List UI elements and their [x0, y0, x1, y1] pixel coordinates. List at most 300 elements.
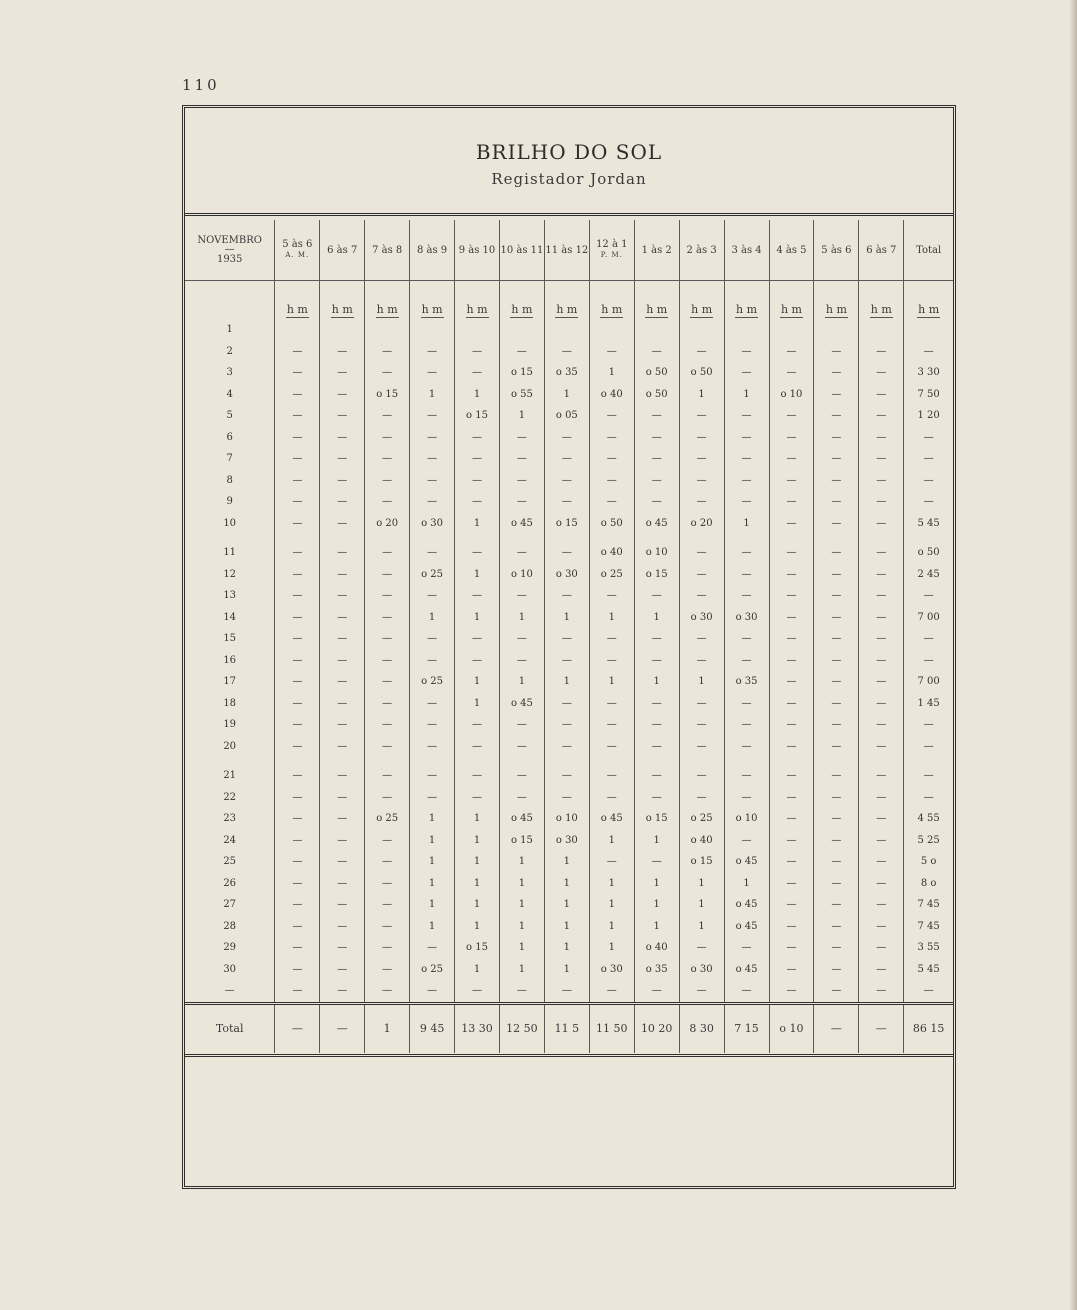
hour-value-cell: —: [769, 671, 814, 693]
gap-cell: [455, 757, 500, 765]
page-subtitle: Registador Jordan: [491, 170, 647, 188]
hour-value-cell: —: [320, 873, 365, 895]
hour-value-cell: —: [275, 765, 320, 787]
hour-value-cell: 1: [634, 830, 679, 852]
hour-value-cell: —: [859, 693, 904, 715]
hour-value-cell: —: [814, 564, 859, 586]
hour-value-cell: —: [679, 564, 724, 586]
hour-value-cell: —: [859, 384, 904, 406]
hour-value-cell: o 25: [410, 671, 455, 693]
table-row: [185, 513, 953, 535]
unit-cell: [499, 281, 544, 320]
total-value-cell: —: [275, 1003, 320, 1053]
hour-value-cell: —: [320, 916, 365, 938]
hour-value-cell: —: [275, 736, 320, 758]
hour-value-cell: —: [320, 714, 365, 736]
hour-value-cell: —: [724, 693, 769, 715]
hour-value-cell: —: [859, 873, 904, 895]
day-total-cell: —: [904, 448, 953, 470]
hour-value-cell: 1: [455, 671, 500, 693]
hour-value-cell: 1: [455, 894, 500, 916]
table-row: [185, 873, 953, 895]
hour-value-cell: 1: [410, 873, 455, 895]
hour-value-cell: —: [769, 916, 814, 938]
day-total-cell: —: [904, 427, 953, 449]
hour-value-cell: —: [365, 787, 410, 809]
hour-value-cell: —: [410, 491, 455, 513]
hour-value-cell: —: [320, 830, 365, 852]
hour-value-cell: 1: [679, 384, 724, 406]
hour-value-cell: —: [499, 628, 544, 650]
day-total-cell: [904, 319, 953, 341]
table-row: [185, 650, 953, 672]
hour-value-cell: —: [679, 980, 724, 1003]
hour-header: 7 às 8: [365, 220, 410, 281]
gap-cell: [455, 534, 500, 542]
unit-label: h m: [511, 303, 533, 316]
hour-value-cell: —: [544, 341, 589, 363]
table-row: [185, 585, 953, 607]
total-value-cell: 13 30: [455, 1003, 500, 1053]
hour-value-cell: —: [320, 851, 365, 873]
day-label: 15: [223, 633, 237, 645]
gap-cell: [589, 757, 634, 765]
page-edge: [1069, 0, 1077, 1310]
unit-cell: [589, 281, 634, 320]
gap-cell: [410, 534, 455, 542]
hour-value-cell: 1: [544, 873, 589, 895]
hour-value-cell: 1: [455, 693, 500, 715]
hour-value-cell: —: [320, 384, 365, 406]
hour-value-cell: o 55: [499, 384, 544, 406]
hour-value-cell: —: [275, 513, 320, 535]
hour-value-cell: —: [859, 830, 904, 852]
table-row: [185, 384, 953, 406]
gap-cell: [814, 757, 859, 765]
hour-value-cell: o 25: [589, 564, 634, 586]
gap-cell: [499, 757, 544, 765]
hour-value-cell: —: [679, 628, 724, 650]
hour-value-cell: —: [455, 427, 500, 449]
day-total-cell: 5 45: [904, 513, 953, 535]
hour-value-cell: o 45: [634, 513, 679, 535]
hour-value-cell: —: [634, 628, 679, 650]
hour-value-cell: —: [814, 628, 859, 650]
day-total-cell: 3 30: [904, 362, 953, 384]
hour-value-cell: o 15: [455, 405, 500, 427]
day-label: 19: [223, 719, 237, 731]
hour-value-cell: 1: [724, 873, 769, 895]
hour-value-cell: —: [544, 736, 589, 758]
hour-value-cell: —: [410, 736, 455, 758]
hour-value-cell: —: [320, 650, 365, 672]
hour-value-cell: —: [679, 714, 724, 736]
units-spacer: [185, 281, 275, 320]
hour-value-cell: —: [365, 873, 410, 895]
table-row: [185, 894, 953, 916]
hour-value-cell: —: [814, 341, 859, 363]
hour-value-cell: —: [365, 714, 410, 736]
hour-value-cell: o 45: [724, 916, 769, 938]
day-label: 1: [226, 324, 233, 336]
hour-value-cell: —: [814, 959, 859, 981]
hour-value-cell: —: [769, 808, 814, 830]
hour-value-cell: —: [365, 650, 410, 672]
hour-value-cell: —: [320, 628, 365, 650]
day-total-cell: 4 55: [904, 808, 953, 830]
day-label: 12: [223, 568, 237, 580]
hour-value-cell: 1: [455, 851, 500, 873]
table-row: [185, 319, 953, 341]
hour-value-cell: —: [859, 937, 904, 959]
page-title: BRILHO DO SOL: [475, 140, 663, 164]
day-total-cell: —: [904, 470, 953, 492]
units-row: [185, 281, 953, 320]
hour-value-cell: —: [275, 959, 320, 981]
row-gap: [185, 757, 953, 765]
hour-value-cell: —: [724, 736, 769, 758]
hour-value-cell: —: [859, 362, 904, 384]
table-row: [185, 851, 953, 873]
hour-value-cell: —: [724, 585, 769, 607]
hour-value-cell: —: [410, 470, 455, 492]
hour-header: 6 às 7: [320, 220, 365, 281]
am-label: A. M.: [285, 251, 310, 259]
hour-value-cell: —: [589, 405, 634, 427]
hour-value-cell: —: [499, 491, 544, 513]
table-row: [185, 937, 953, 959]
day-label: 21: [223, 770, 237, 782]
hour-value-cell: —: [814, 851, 859, 873]
hour-value-cell: 1: [589, 873, 634, 895]
hour-value-cell: —: [634, 427, 679, 449]
hour-value-cell: —: [724, 362, 769, 384]
hour-value-cell: 1: [499, 851, 544, 873]
hour-value-cell: [769, 319, 814, 341]
gap-cell: [365, 757, 410, 765]
hour-value-cell: —: [275, 448, 320, 470]
unit-label: h m: [825, 303, 847, 316]
hour-value-cell: —: [859, 405, 904, 427]
hour-value-cell: —: [320, 491, 365, 513]
hour-value-cell: 1: [410, 808, 455, 830]
hour-value-cell: —: [455, 470, 500, 492]
hour-value-cell: —: [275, 787, 320, 809]
hour-value-cell: —: [859, 851, 904, 873]
unit-cell: [634, 281, 679, 320]
hour-value-cell: o 20: [679, 513, 724, 535]
hour-header: 1 às 2: [634, 220, 679, 281]
hour-value-cell: —: [724, 787, 769, 809]
table-row: [185, 765, 953, 787]
hour-value-cell: —: [275, 542, 320, 564]
table-row: [185, 341, 953, 363]
hour-value-cell: o 35: [724, 671, 769, 693]
hour-value-cell: —: [410, 542, 455, 564]
day-label: 14: [223, 611, 237, 623]
hour-value-cell: —: [499, 585, 544, 607]
day-label: 28: [223, 920, 237, 932]
hour-value-cell: 1: [634, 873, 679, 895]
hour-value-cell: —: [634, 765, 679, 787]
hour-value-cell: —: [455, 585, 500, 607]
hour-value-cell: —: [275, 830, 320, 852]
unit-label: h m: [376, 303, 398, 316]
hour-value-cell: —: [859, 448, 904, 470]
hour-value-cell: —: [814, 693, 859, 715]
day-total-cell: 1 20: [904, 405, 953, 427]
hour-value-cell: —: [589, 427, 634, 449]
hour-value-cell: 1: [679, 916, 724, 938]
hour-value-cell: —: [365, 628, 410, 650]
hour-value-cell: —: [455, 362, 500, 384]
hour-value-cell: —: [769, 873, 814, 895]
hour-value-cell: o 30: [679, 607, 724, 629]
hour-value-cell: —: [814, 405, 859, 427]
hour-value-cell: —: [679, 470, 724, 492]
hour-value-cell: [320, 319, 365, 341]
hour-value-cell: 1: [589, 894, 634, 916]
day-total-cell: —: [904, 628, 953, 650]
hour-value-cell: —: [275, 873, 320, 895]
day-total-cell: —: [904, 787, 953, 809]
hour-value-cell: 1: [455, 513, 500, 535]
hour-value-cell: —: [814, 448, 859, 470]
hour-value-cell: —: [814, 873, 859, 895]
hour-value-cell: —: [410, 585, 455, 607]
gap-cell: [634, 757, 679, 765]
hour-value-cell: 1: [544, 937, 589, 959]
hour-value-cell: 1: [410, 384, 455, 406]
hour-value-cell: —: [769, 362, 814, 384]
hour-value-cell: —: [814, 736, 859, 758]
hour-value-cell: o 45: [589, 808, 634, 830]
hour-value-cell: 1: [589, 607, 634, 629]
hour-header: 10 às 11: [499, 220, 544, 281]
hour-value-cell: —: [499, 427, 544, 449]
unit-label: h m: [646, 303, 668, 316]
hour-value-cell: —: [769, 564, 814, 586]
hour-value-cell: o 10: [634, 542, 679, 564]
hour-header: 11 às 12: [544, 220, 589, 281]
hour-value-cell: —: [679, 765, 724, 787]
hour-value-cell: —: [544, 650, 589, 672]
hour-value-cell: o 45: [499, 808, 544, 830]
hour-value-cell: —: [410, 937, 455, 959]
hour-value-cell: —: [365, 937, 410, 959]
day-label: 11: [223, 547, 237, 559]
hour-value-cell: —: [769, 714, 814, 736]
hour-value-cell: —: [724, 980, 769, 1003]
unit-label: h m: [421, 303, 443, 316]
day-total-cell: —: [904, 491, 953, 513]
hour-value-cell: —: [859, 470, 904, 492]
unit-cell: [455, 281, 500, 320]
hour-value-cell: —: [814, 384, 859, 406]
hour-value-cell: [275, 319, 320, 341]
hour-value-cell: —: [814, 671, 859, 693]
hour-value-cell: —: [814, 650, 859, 672]
hour-value-cell: [859, 319, 904, 341]
hour-value-cell: —: [365, 736, 410, 758]
hour-value-cell: —: [814, 491, 859, 513]
hour-value-cell: —: [724, 714, 769, 736]
hour-value-cell: —: [814, 585, 859, 607]
hour-value-cell: o 50: [634, 362, 679, 384]
hour-value-cell: —: [589, 765, 634, 787]
table-row: [185, 427, 953, 449]
hour-value-cell: 1: [499, 405, 544, 427]
hour-value-cell: —: [589, 448, 634, 470]
table-row: [185, 693, 953, 715]
month-separator: —: [224, 244, 235, 255]
hour-header: [589, 220, 634, 281]
hour-value-cell: —: [410, 448, 455, 470]
total-value-cell: o 10: [769, 1003, 814, 1053]
table-row: [185, 980, 953, 1003]
gap-cell: [544, 534, 589, 542]
hour-value-cell: —: [365, 894, 410, 916]
gap-cell: [769, 757, 814, 765]
day-label: 2: [226, 345, 233, 357]
hour-value-cell: —: [769, 427, 814, 449]
hour-value-cell: [724, 319, 769, 341]
hour-value-cell: o 25: [679, 808, 724, 830]
hour-value-cell: o 35: [634, 959, 679, 981]
hour-value-cell: 1: [544, 916, 589, 938]
hour-value-cell: —: [679, 650, 724, 672]
hour-value-cell: o 15: [365, 384, 410, 406]
hour-value-cell: —: [365, 470, 410, 492]
table-row: [185, 491, 953, 513]
hour-value-cell: —: [275, 714, 320, 736]
hour-value-cell: —: [724, 448, 769, 470]
hour-value-cell: —: [859, 765, 904, 787]
hour-value-cell: —: [724, 830, 769, 852]
hour-value-cell: —: [589, 693, 634, 715]
unit-label: h m: [918, 303, 940, 316]
unit-cell: [320, 281, 365, 320]
hour-value-cell: —: [544, 427, 589, 449]
table-row: [185, 628, 953, 650]
hour-value-cell: o 40: [679, 830, 724, 852]
hour-value-cell: —: [814, 916, 859, 938]
hour-value-cell: —: [634, 787, 679, 809]
hour-value-cell: —: [365, 959, 410, 981]
hour-value-cell: o 10: [724, 808, 769, 830]
hour-value-cell: o 15: [544, 513, 589, 535]
hour-value-cell: —: [814, 513, 859, 535]
hour-value-cell: —: [275, 607, 320, 629]
hour-value-cell: o 30: [724, 607, 769, 629]
hour-value-cell: o 35: [544, 362, 589, 384]
hour-value-cell: —: [859, 916, 904, 938]
hour-value-cell: —: [769, 830, 814, 852]
day-total-cell: 3 55: [904, 937, 953, 959]
hour-value-cell: 1: [455, 607, 500, 629]
hour-value-cell: [679, 319, 724, 341]
table-row: [185, 736, 953, 758]
hour-value-cell: [410, 319, 455, 341]
hour-value-cell: —: [455, 448, 500, 470]
day-label: 5: [226, 410, 233, 422]
hour-value-cell: —: [499, 765, 544, 787]
gap-cell: [589, 534, 634, 542]
hour-value-cell: —: [544, 765, 589, 787]
hour-value-cell: —: [814, 470, 859, 492]
hour-value-cell: —: [814, 894, 859, 916]
hour-value-cell: 1: [589, 671, 634, 693]
day-label: 4: [226, 388, 233, 400]
hour-value-cell: —: [275, 980, 320, 1003]
title-box: [185, 108, 953, 216]
day-label: 3: [226, 367, 233, 379]
hour-value-cell: —: [769, 448, 814, 470]
hour-value-cell: —: [275, 491, 320, 513]
hour-value-cell: 1: [455, 808, 500, 830]
hour-value-cell: —: [724, 937, 769, 959]
hour-value-cell: —: [455, 714, 500, 736]
day-total-cell: 5 25: [904, 830, 953, 852]
hour-value-cell: —: [724, 341, 769, 363]
hour-value-cell: —: [769, 693, 814, 715]
hour-value-cell: —: [499, 341, 544, 363]
hour-value-cell: —: [589, 980, 634, 1003]
unit-label: h m: [870, 303, 892, 316]
hour-value-cell: —: [455, 736, 500, 758]
hour-value-cell: —: [320, 959, 365, 981]
hour-value-cell: 1: [455, 873, 500, 895]
hour-value-cell: o 05: [544, 405, 589, 427]
hour-value-cell: —: [724, 491, 769, 513]
hour-value-cell: —: [769, 765, 814, 787]
hour-value-cell: —: [769, 959, 814, 981]
hour-value-cell: —: [365, 980, 410, 1003]
hour-value-cell: —: [859, 427, 904, 449]
hour-value-cell: o 15: [455, 937, 500, 959]
day-total-cell: o 50: [904, 542, 953, 564]
hour-value-cell: [634, 319, 679, 341]
hour-value-cell: —: [320, 736, 365, 758]
hour-value-cell: —: [275, 362, 320, 384]
hour-value-cell: —: [365, 607, 410, 629]
hour-value-cell: —: [859, 585, 904, 607]
hour-value-cell: —: [814, 808, 859, 830]
hour-value-cell: —: [859, 808, 904, 830]
hour-value-cell: o 50: [589, 513, 634, 535]
gap-cell: [320, 757, 365, 765]
gap-cell: [814, 534, 859, 542]
hour-value-cell: —: [724, 427, 769, 449]
unit-cell: [410, 281, 455, 320]
table-row: [185, 607, 953, 629]
day-label: 7: [226, 453, 233, 465]
unit-cell: [544, 281, 589, 320]
total-value-cell: 12 50: [499, 1003, 544, 1053]
hour-value-cell: —: [859, 650, 904, 672]
hour-value-cell: —: [724, 765, 769, 787]
hour-value-cell: 1: [410, 916, 455, 938]
day-label: 20: [223, 740, 237, 752]
hour-value-cell: —: [769, 542, 814, 564]
hour-value-cell: —: [455, 980, 500, 1003]
hour-value-cell: o 50: [679, 362, 724, 384]
hour-value-cell: —: [679, 787, 724, 809]
hour-value-cell: —: [455, 341, 500, 363]
hour-value-cell: —: [320, 585, 365, 607]
hour-value-cell: 1: [634, 607, 679, 629]
hour-value-cell: 1: [589, 937, 634, 959]
